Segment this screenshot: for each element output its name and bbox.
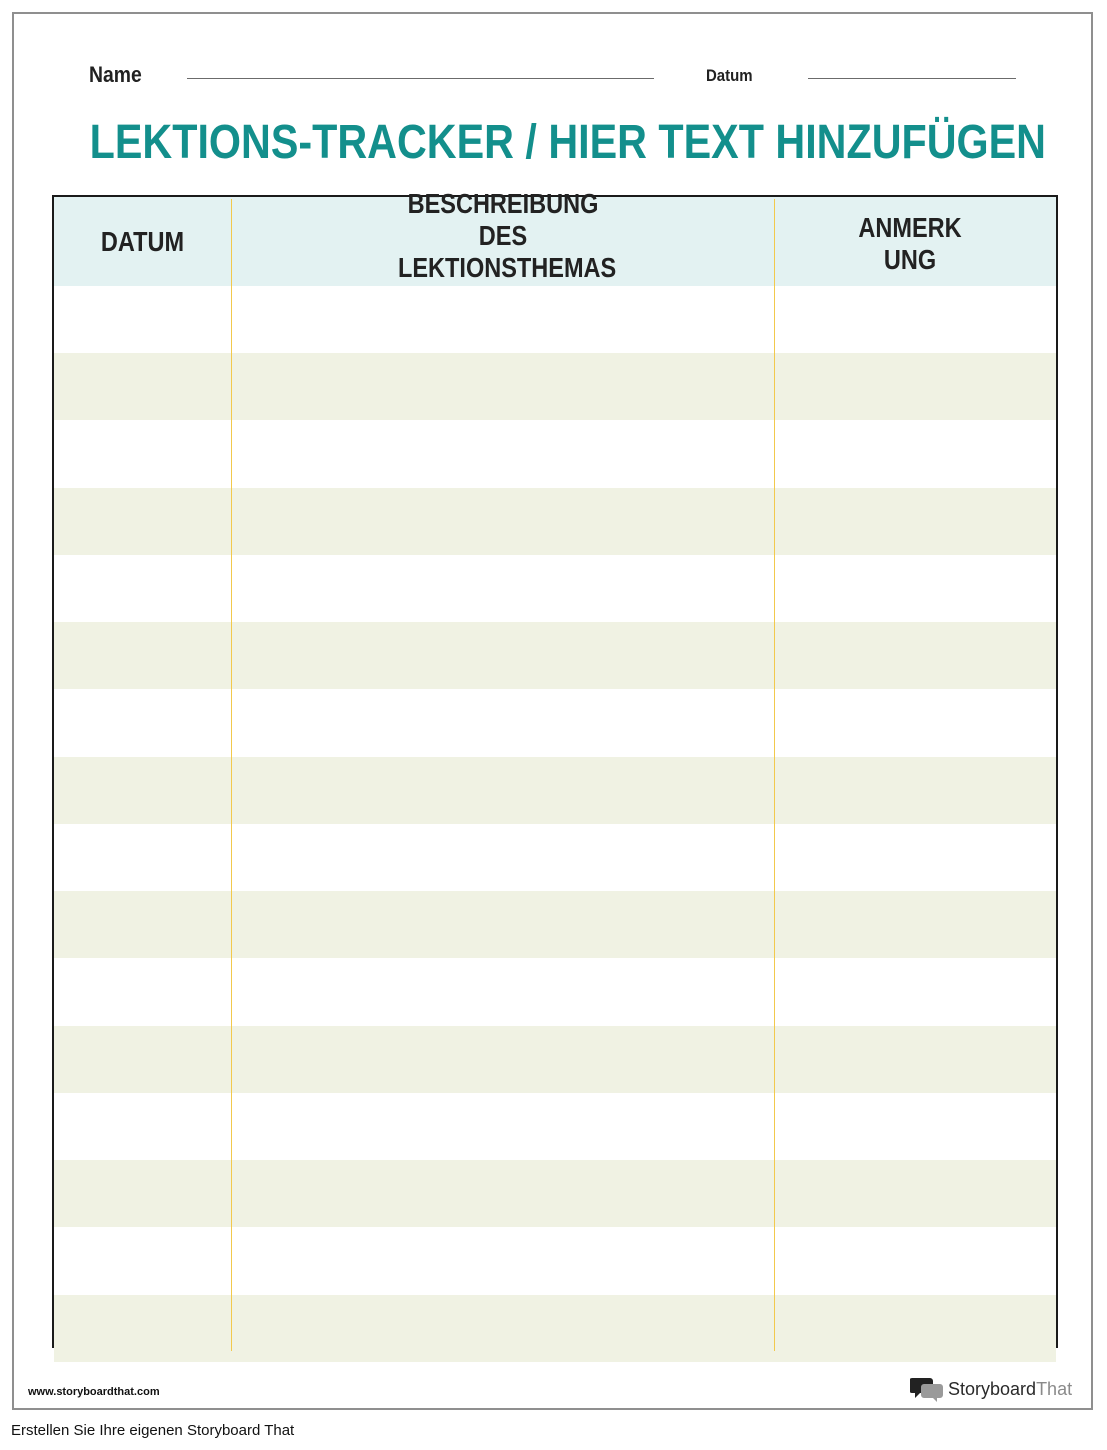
table-row[interactable]	[54, 959, 1056, 1026]
table-row[interactable]	[54, 1160, 1056, 1227]
table-row[interactable]	[54, 891, 1056, 958]
table-row[interactable]	[54, 353, 1056, 420]
table-row[interactable]	[54, 555, 1056, 622]
table-row[interactable]	[54, 622, 1056, 689]
caption[interactable]: Erstellen Sie Ihre eigenen Storyboard That	[11, 1422, 295, 1439]
logo-text: StoryboardThat	[948, 1378, 1073, 1399]
column-header-notes: ANMERKUNG	[858, 211, 962, 275]
table-row[interactable]	[54, 757, 1056, 824]
column-header-date: DATUM	[100, 225, 185, 257]
speech-bubbles-icon	[910, 1375, 944, 1403]
table-row[interactable]	[54, 824, 1056, 891]
table-row[interactable]	[54, 488, 1056, 555]
table-row[interactable]	[54, 421, 1056, 488]
table-row[interactable]	[54, 690, 1056, 757]
footer-url[interactable]: www.storyboardthat.com	[28, 1386, 160, 1398]
worksheet-title[interactable]: LEKTIONS-TRACKER / HIER TEXT HINZUFÜGEN	[89, 116, 1046, 169]
table-row[interactable]	[54, 286, 1056, 353]
lesson-tracker-table	[52, 187, 1058, 1348]
date-label: Datum	[706, 66, 753, 85]
table-row[interactable]	[54, 1093, 1056, 1160]
table-row[interactable]	[54, 1295, 1056, 1362]
name-label: Name	[89, 62, 142, 87]
column-divider	[774, 199, 775, 1351]
worksheet-page	[12, 12, 1093, 1410]
storyboardthat-logo[interactable]	[910, 1374, 1072, 1404]
date-input-line[interactable]	[808, 78, 1016, 79]
table-row[interactable]	[54, 1228, 1056, 1295]
name-input-line[interactable]	[187, 78, 654, 79]
table-header	[54, 187, 1056, 286]
column-header-description: BESCHREIBUNG DES LEKTIONSTHEMAS	[398, 187, 617, 283]
column-divider	[231, 199, 232, 1351]
table-row[interactable]	[54, 1026, 1056, 1093]
